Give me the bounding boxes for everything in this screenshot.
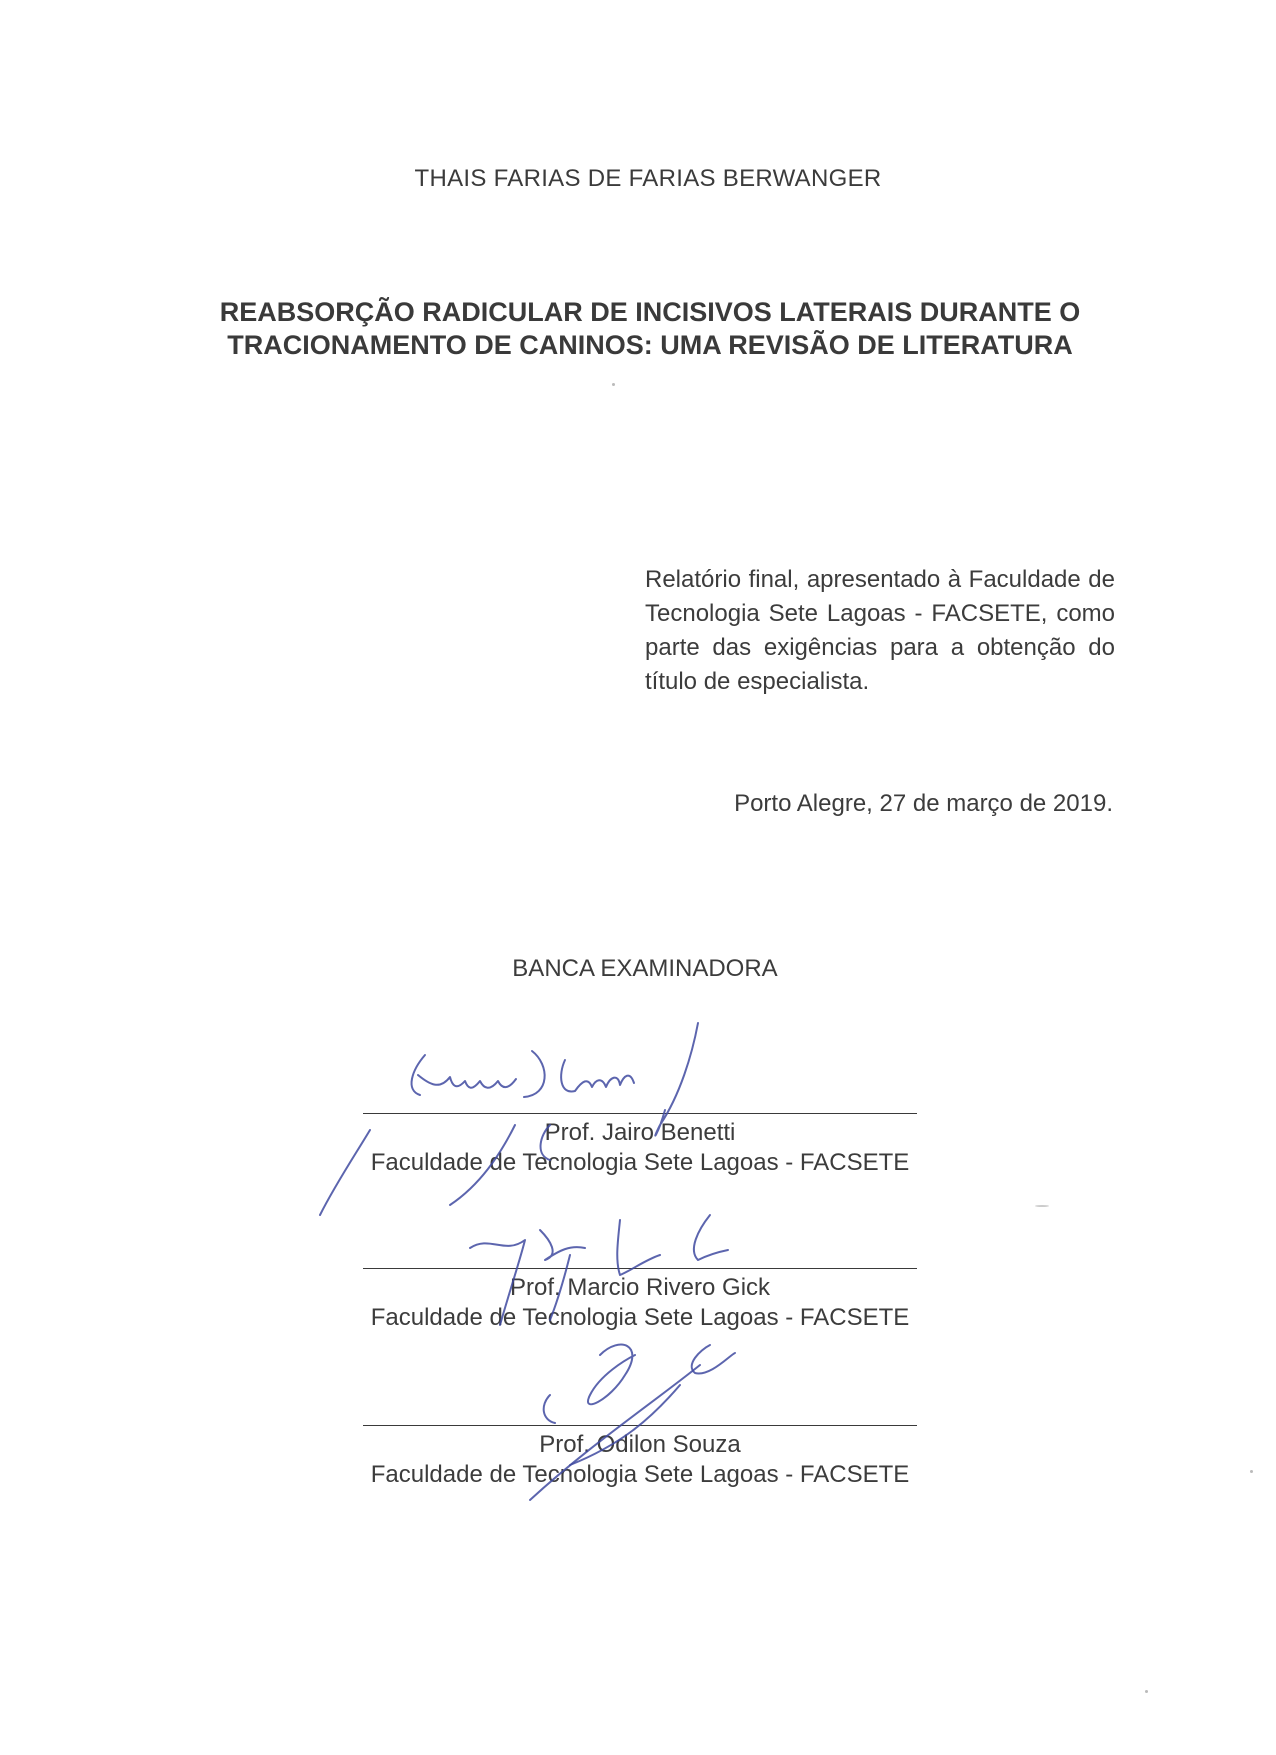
signature-line bbox=[363, 1268, 917, 1269]
signature-line bbox=[363, 1425, 917, 1426]
document-title bbox=[120, 296, 1180, 362]
examiner-name: Prof. Odilon Souza bbox=[539, 1431, 741, 1458]
place-and-date: Porto Alegre, 27 de março de 2019. bbox=[734, 790, 1113, 817]
scan-speck bbox=[1145, 1690, 1148, 1693]
signature-line bbox=[363, 1113, 917, 1114]
examiner-name: Prof. Jairo Benetti bbox=[544, 1119, 736, 1146]
examiner-institution: Faculdade de Tecnologia Sete Lagoas - FACSETE bbox=[370, 1149, 910, 1176]
title-line-2: TRACIONAMENTO DE CANINOS: UMA REVISÃO DE LITERATURA bbox=[227, 330, 1073, 360]
scan-speck bbox=[1250, 1470, 1253, 1473]
scan-speck bbox=[612, 383, 615, 386]
examiner-block-1 bbox=[360, 1113, 920, 1178]
examining-board-title: BANCA EXAMINADORA bbox=[512, 955, 778, 982]
title-line-1: REABSORÇÃO RADICULAR DE INCISIVOS LATERAIS DURANTE O bbox=[219, 297, 1081, 327]
author-name: THAIS FARIAS DE FARIAS BERWANGER bbox=[414, 165, 882, 192]
report-description: Relatório final, apresentado à Faculdade de Tecnologia Sete Lagoas - FACSETE, como parte das exigências para a obtenção do título de especialista. bbox=[645, 566, 1115, 695]
examiner-institution: Faculdade de Tecnologia Sete Lagoas - FACSETE bbox=[370, 1461, 910, 1488]
scan-speck bbox=[1035, 1205, 1049, 1207]
examiner-name: Prof. Marcio Rivero Gick bbox=[509, 1274, 771, 1301]
examiner-block-3 bbox=[360, 1425, 920, 1490]
examiner-block-2 bbox=[360, 1268, 920, 1333]
examiner-institution: Faculdade de Tecnologia Sete Lagoas - FACSETE bbox=[370, 1304, 910, 1331]
